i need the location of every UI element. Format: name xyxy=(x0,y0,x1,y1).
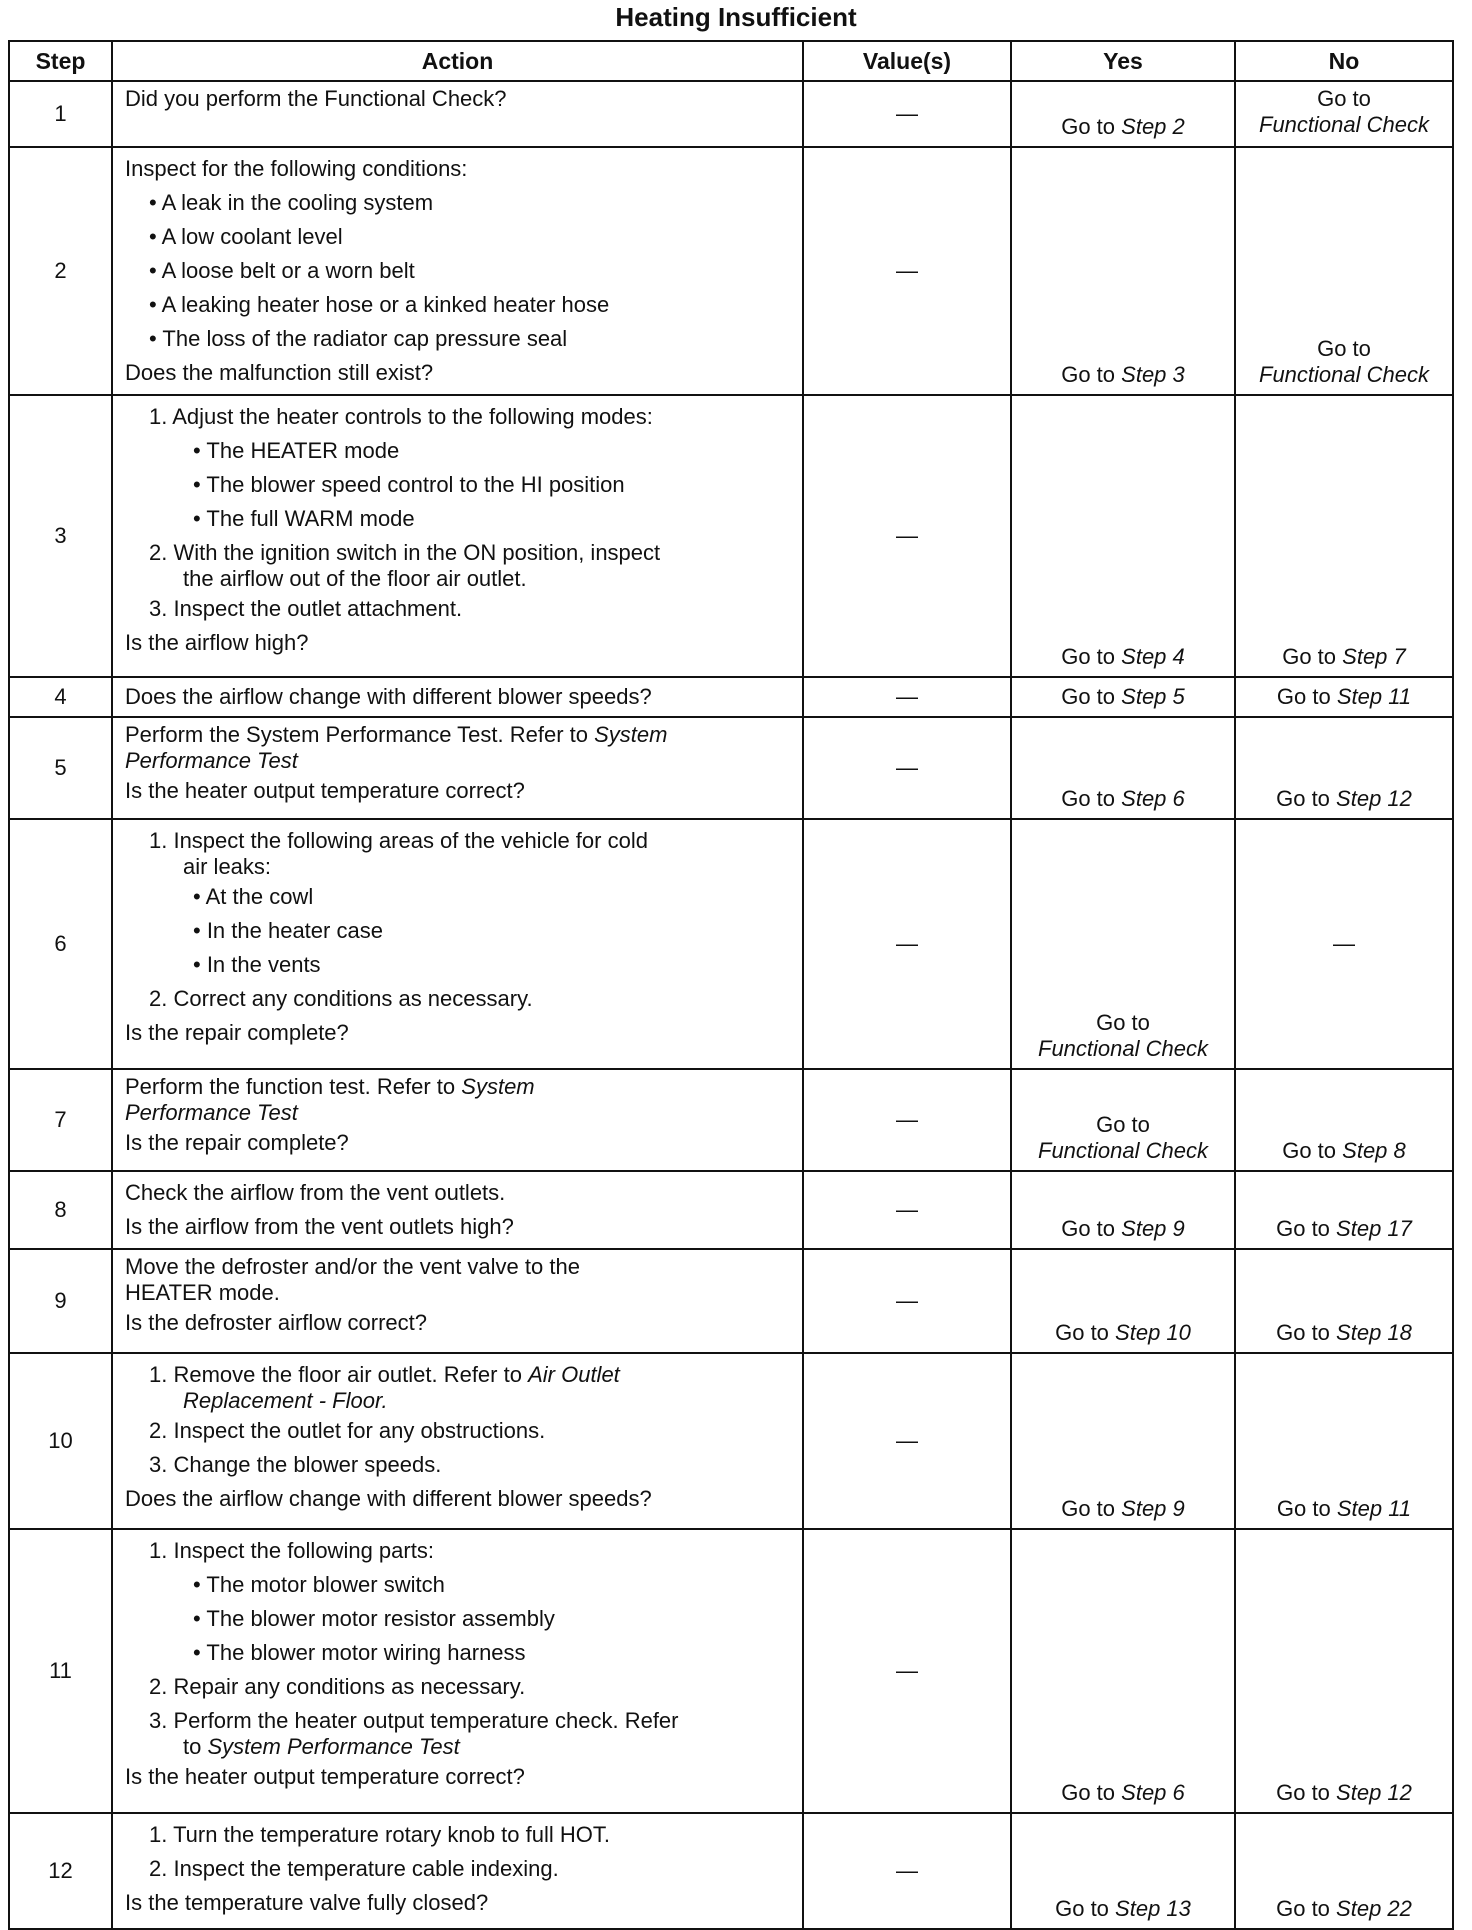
yes-prefix: Go to xyxy=(1061,1496,1116,1521)
table-row xyxy=(9,819,1453,1069)
action-cell xyxy=(112,1353,803,1529)
numbered-item-continued: air leaks: xyxy=(183,854,272,879)
table-row xyxy=(9,147,1453,395)
continued-text: to xyxy=(183,1734,202,1759)
diagnostic-table xyxy=(8,40,1454,1930)
no-prefix: Go to xyxy=(1276,1780,1330,1805)
action-cell xyxy=(112,1171,803,1249)
numbered-item: 1. Inspect the following parts: xyxy=(149,1538,434,1563)
no-prefix: Go to xyxy=(1276,1896,1330,1921)
bullet-item: • A low coolant level xyxy=(149,224,343,249)
header-values: Value(s) xyxy=(803,41,1011,81)
table-row xyxy=(9,1171,1453,1249)
step-number: 5 xyxy=(9,717,112,819)
reference-link[interactable]: Performance Test xyxy=(125,748,298,773)
header-yes: Yes xyxy=(1011,41,1235,81)
yes-prefix: Go to xyxy=(1096,1112,1150,1137)
yes-prefix: Go to xyxy=(1055,1896,1109,1921)
no-ref: Step 12 xyxy=(1336,1780,1412,1805)
table-row xyxy=(9,1249,1453,1353)
no-prefix: Go to xyxy=(1317,86,1371,111)
no-prefix: Go to xyxy=(1276,684,1331,709)
yes-ref: Step 5 xyxy=(1121,684,1185,709)
numbered-item: 2. Repair any conditions as necessary. xyxy=(149,1674,526,1699)
no-ref: Step 7 xyxy=(1342,644,1406,669)
value-cell: — xyxy=(803,1249,1011,1353)
no-cell xyxy=(1235,1249,1453,1353)
action-cell xyxy=(112,1249,803,1353)
bullet-item: • At the cowl xyxy=(193,884,314,909)
header-action: Action xyxy=(112,41,803,81)
value-cell: — xyxy=(803,677,1011,717)
action-cell xyxy=(112,395,803,677)
reference-link[interactable]: Performance Test xyxy=(125,1100,298,1125)
no-ref: Functional Check xyxy=(1259,362,1429,387)
yes-prefix: Go to xyxy=(1061,644,1116,669)
value-cell: — xyxy=(803,717,1011,819)
value-cell: — xyxy=(803,147,1011,395)
table-row xyxy=(9,1353,1453,1529)
yes-prefix: Go to xyxy=(1061,1780,1116,1805)
numbered-item: 1. Inspect the following areas of the vehicle for cold xyxy=(149,828,648,853)
no-cell xyxy=(1235,717,1453,819)
reference-link[interactable]: Replacement - Floor. xyxy=(183,1388,388,1413)
yes-prefix: Go to xyxy=(1061,786,1116,811)
value-cell: — xyxy=(803,1171,1011,1249)
yes-prefix: Go to xyxy=(1061,684,1116,709)
yes-ref: Step 3 xyxy=(1121,362,1185,387)
action-line xyxy=(125,1074,792,1100)
yes-cell xyxy=(1011,1529,1235,1813)
yes-prefix: Go to xyxy=(1055,1320,1109,1345)
table-row xyxy=(9,395,1453,677)
no-ref: Step 17 xyxy=(1336,1216,1412,1241)
step-number: 11 xyxy=(9,1529,112,1813)
numbered-item-continued: the airflow out of the floor air outlet. xyxy=(183,566,527,591)
step-number: 7 xyxy=(9,1069,112,1171)
no-prefix: Go to xyxy=(1276,1320,1330,1345)
page-title: Heating Insufficient xyxy=(615,2,857,32)
header-step: Step xyxy=(9,41,112,81)
no-cell xyxy=(1235,395,1453,677)
yes-cell xyxy=(1011,1813,1235,1929)
action-question: Is the airflow high? xyxy=(125,630,309,655)
no-prefix: Go to xyxy=(1282,1138,1337,1163)
no-ref: Step 22 xyxy=(1336,1896,1412,1921)
value-cell: — xyxy=(803,395,1011,677)
no-ref: Step 11 xyxy=(1336,1496,1412,1521)
step-number: 12 xyxy=(9,1813,112,1929)
yes-ref: Step 4 xyxy=(1121,644,1185,669)
bullet-item: • The HEATER mode xyxy=(193,438,400,463)
step-number: 9 xyxy=(9,1249,112,1353)
no-prefix: Go to xyxy=(1276,1216,1330,1241)
bullet-item: • In the vents xyxy=(193,952,321,977)
bullet-item: • The full WARM mode xyxy=(193,506,415,531)
action-cell xyxy=(112,81,803,147)
yes-ref: Step 13 xyxy=(1115,1896,1191,1921)
action-cell xyxy=(112,147,803,395)
value-cell: — xyxy=(803,1069,1011,1171)
numbered-item: 3. Inspect the outlet attachment. xyxy=(149,596,463,621)
action-cell xyxy=(112,819,803,1069)
action-line xyxy=(125,722,792,748)
no-cell xyxy=(1235,147,1453,395)
yes-cell xyxy=(1011,1249,1235,1353)
yes-ref: Step 6 xyxy=(1121,1780,1185,1805)
yes-prefix: Go to xyxy=(1061,1216,1116,1241)
value-cell: — xyxy=(803,81,1011,147)
yes-cell xyxy=(1011,1069,1235,1171)
yes-cell xyxy=(1011,677,1235,717)
bullet-item: • In the heater case xyxy=(193,918,383,943)
action-question: Is the temperature valve fully closed? xyxy=(125,1890,489,1915)
action-line: Inspect for the following conditions: xyxy=(125,156,468,181)
no-ref: Step 12 xyxy=(1336,786,1412,811)
no-cell xyxy=(1235,1529,1453,1813)
action-line: Move the defroster and/or the vent valve to the xyxy=(125,1254,580,1279)
step-number: 6 xyxy=(9,819,112,1069)
step-number: 4 xyxy=(9,677,112,717)
yes-cell xyxy=(1011,81,1235,147)
yes-ref: Step 10 xyxy=(1115,1320,1191,1345)
action-question: Is the defroster airflow correct? xyxy=(125,1310,428,1335)
no-prefix: Go to xyxy=(1317,336,1371,361)
numbered-item: 1. Adjust the heater controls to the following modes: xyxy=(149,404,653,429)
bullet-item: • The blower motor resistor assembly xyxy=(193,1606,555,1631)
reference-link[interactable]: Air Outlet xyxy=(528,1362,620,1387)
value-cell: — xyxy=(803,1529,1011,1813)
numbered-item: 2. Inspect the outlet for any obstructions. xyxy=(149,1418,546,1443)
action-question: Does the malfunction still exist? xyxy=(125,360,434,385)
numbered-item-continued xyxy=(125,1734,792,1760)
yes-cell xyxy=(1011,819,1235,1069)
numbered-item: 1. Turn the temperature rotary knob to full HOT. xyxy=(149,1822,610,1847)
bullet-item: • The blower speed control to the HI position xyxy=(193,472,625,497)
no-prefix: Go to xyxy=(1276,1496,1331,1521)
action-cell xyxy=(112,1069,803,1171)
action-line: Check the airflow from the vent outlets. xyxy=(125,1180,506,1205)
step-number: 2 xyxy=(9,147,112,395)
yes-prefix: Go to xyxy=(1061,114,1116,139)
numbered-item xyxy=(125,1362,792,1388)
yes-ref: Step 9 xyxy=(1121,1496,1185,1521)
action-question: Does the airflow change with different blower speeds? xyxy=(125,1486,652,1511)
yes-ref: Step 6 xyxy=(1121,786,1185,811)
action-question: Is the airflow from the vent outlets high? xyxy=(125,1214,514,1239)
no-ref: Step 8 xyxy=(1342,1138,1406,1163)
action-cell xyxy=(112,717,803,819)
table-row xyxy=(9,81,1453,147)
table-row xyxy=(9,1813,1453,1929)
bullet-item: • The loss of the radiator cap pressure seal xyxy=(149,326,568,351)
bullet-item: • The motor blower switch xyxy=(193,1572,445,1597)
table-row xyxy=(9,677,1453,717)
table-row xyxy=(9,1529,1453,1813)
numbered-item: 3. Perform the heater output temperature check. Refer xyxy=(149,1708,679,1733)
no-cell xyxy=(1235,677,1453,717)
no-cell xyxy=(1235,81,1453,147)
yes-prefix: Go to xyxy=(1061,362,1116,387)
yes-ref: Step 9 xyxy=(1121,1216,1185,1241)
numbered-item: 3. Change the blower speeds. xyxy=(149,1452,442,1477)
yes-prefix: Go to xyxy=(1096,1010,1150,1035)
yes-cell xyxy=(1011,1353,1235,1529)
bullet-item: • A leaking heater hose or a kinked heater hose xyxy=(149,292,610,317)
value-cell: — xyxy=(803,819,1011,1069)
numbered-item: 2. Inspect the temperature cable indexing. xyxy=(149,1856,559,1881)
bullet-item: • A loose belt or a worn belt xyxy=(149,258,415,283)
yes-cell xyxy=(1011,147,1235,395)
action-question: Is the repair complete? xyxy=(125,1130,349,1155)
action-text: Perform the function test. Refer to xyxy=(125,1074,456,1099)
value-cell: — xyxy=(803,1813,1011,1929)
bullet-item: • The blower motor wiring harness xyxy=(193,1640,526,1665)
bullet-item: • A leak in the cooling system xyxy=(149,190,434,215)
yes-ref: Functional Check xyxy=(1038,1138,1208,1163)
numbered-item: 2. Correct any conditions as necessary. xyxy=(149,986,533,1011)
step-number: 1 xyxy=(9,81,112,147)
no-cell xyxy=(1235,1069,1453,1171)
yes-ref: Functional Check xyxy=(1038,1036,1208,1061)
numbered-item-text: 1. Remove the floor air outlet. Refer to xyxy=(149,1362,522,1387)
step-number: 8 xyxy=(9,1171,112,1249)
action-question: Is the repair complete? xyxy=(125,1020,349,1045)
header-row xyxy=(9,41,1453,81)
no-prefix: Go to xyxy=(1282,644,1337,669)
reference-link[interactable]: System Performance Test xyxy=(207,1734,460,1759)
no-cell: — xyxy=(1235,819,1453,1069)
yes-cell xyxy=(1011,1171,1235,1249)
no-cell xyxy=(1235,1171,1453,1249)
no-cell xyxy=(1235,1353,1453,1529)
numbered-item: 2. With the ignition switch in the ON position, inspect xyxy=(149,540,661,565)
action-question: Is the heater output temperature correct? xyxy=(125,1764,525,1789)
action-question: Does the airflow change with different blower speeds? xyxy=(125,684,652,709)
action-line: Did you perform the Functional Check? xyxy=(125,86,507,111)
table-row xyxy=(9,717,1453,819)
action-text: Perform the System Performance Test. Refer to xyxy=(125,722,588,747)
table-row xyxy=(9,1069,1453,1171)
yes-cell xyxy=(1011,717,1235,819)
action-question: Is the heater output temperature correct? xyxy=(125,778,525,803)
header-no: No xyxy=(1235,41,1453,81)
action-line: HEATER mode. xyxy=(125,1280,280,1305)
action-cell xyxy=(112,1529,803,1813)
step-number: 3 xyxy=(9,395,112,677)
yes-ref: Step 2 xyxy=(1121,114,1185,139)
no-ref: Step 18 xyxy=(1336,1320,1412,1345)
no-cell xyxy=(1235,1813,1453,1929)
reference-link[interactable]: System xyxy=(461,1074,535,1099)
action-cell xyxy=(112,1813,803,1929)
step-number: 10 xyxy=(9,1353,112,1529)
action-cell xyxy=(112,677,803,717)
yes-cell xyxy=(1011,395,1235,677)
value-cell: — xyxy=(803,1353,1011,1529)
no-ref: Step 11 xyxy=(1336,684,1412,709)
no-prefix: Go to xyxy=(1276,786,1330,811)
reference-link[interactable]: System xyxy=(594,722,668,747)
no-ref: Functional Check xyxy=(1259,112,1429,137)
